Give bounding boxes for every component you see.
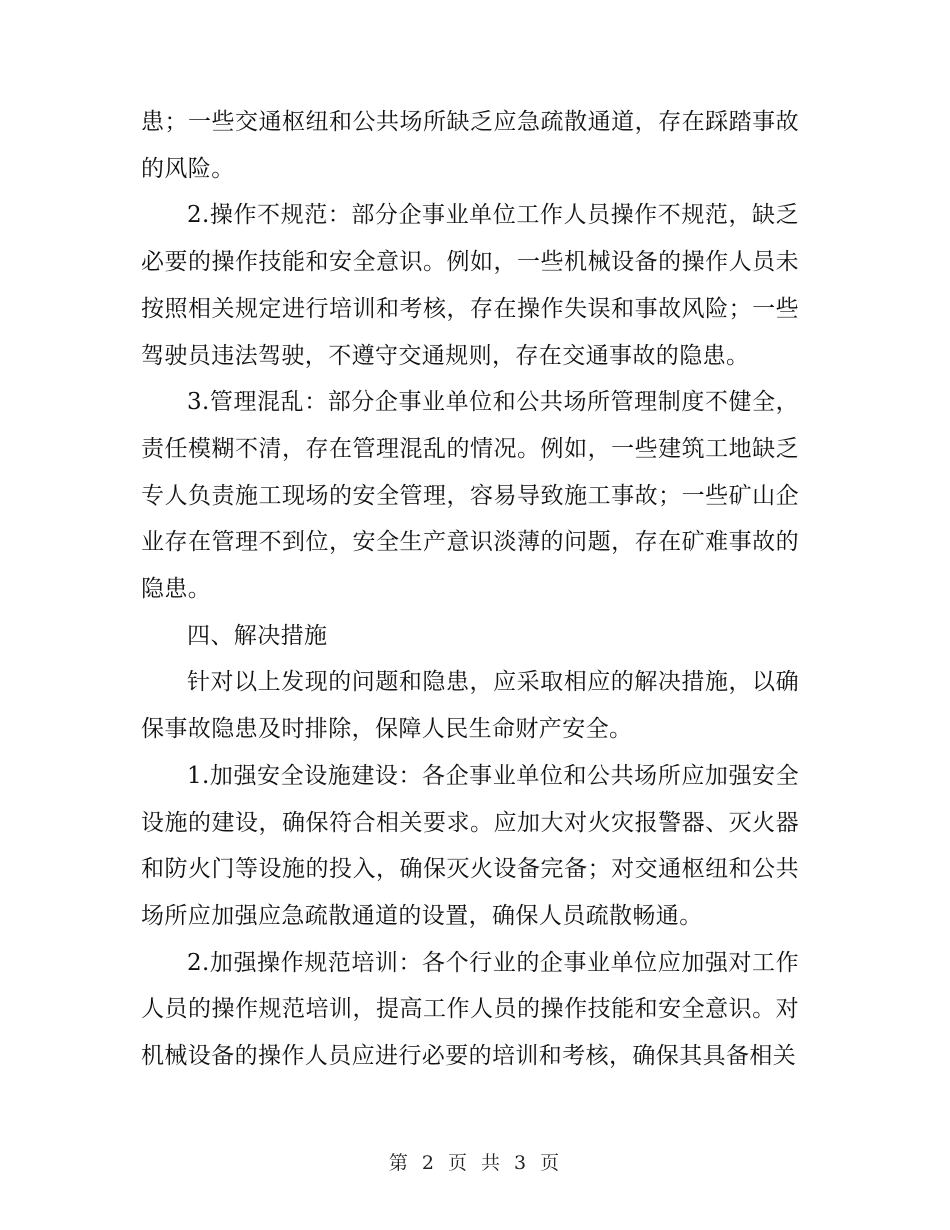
- paragraph-solutions-intro: 针对以上发现的问题和隐患，应采取相应的解决措施，以确保事故隐患及时排除，保障人民生命财产安全。: [141, 669, 799, 743]
- document-body: [141, 99, 799, 1080]
- paragraph-continuation: 患；一些交通枢纽和公共场所缺乏应急疏散通道，存在踩踏事故的风险。: [141, 109, 799, 182]
- section-heading-solutions: 四、解决措施: [187, 622, 328, 649]
- paragraph-management-chaos: 3.管理混乱：部分企事业单位和公共场所管理制度不健全，责任模糊不清，存在管理混乱的情况。例如，一些建筑工地缺乏专人负责施工现场的安全管理，容易导致施工事故；一些矿山企业存在管理不到位，安全生产意识淡薄的问题，存在矿难事故的隐患。: [141, 389, 799, 603]
- paragraph-operation-training: 2.加强操作规范培训：各个行业的企事业单位应加强对工作人员的操作规范培训，提高工作人员的操作技能和安全意识。对机械设备的操作人员应进行必要的培训和考核，确保其具备相关: [141, 949, 799, 1070]
- paragraph-safety-facilities: 1.加强安全设施建设：各企事业单位和公共场所应加强安全设施的建设，确保符合相关要求。应加大对火灾报警器、灭火器和防火门等设施的投入，确保灭火设备完备；对交通枢纽和公共场所应加强应急疏散通道的设置，确保人员疏散畅通。: [141, 762, 799, 929]
- page-number-footer: 第 2 页 共 3 页: [388, 1152, 562, 1174]
- paragraph-operation-nonstandard: 2.操作不规范：部分企事业单位工作人员操作不规范，缺乏必要的操作技能和安全意识。例如，一些机械设备的操作人员未按照相关规定进行培训和考核，存在操作失误和事故风险；一些驾驶员违法驾驶，不遵守交通规则，存在交通事故的隐患。: [141, 202, 799, 369]
